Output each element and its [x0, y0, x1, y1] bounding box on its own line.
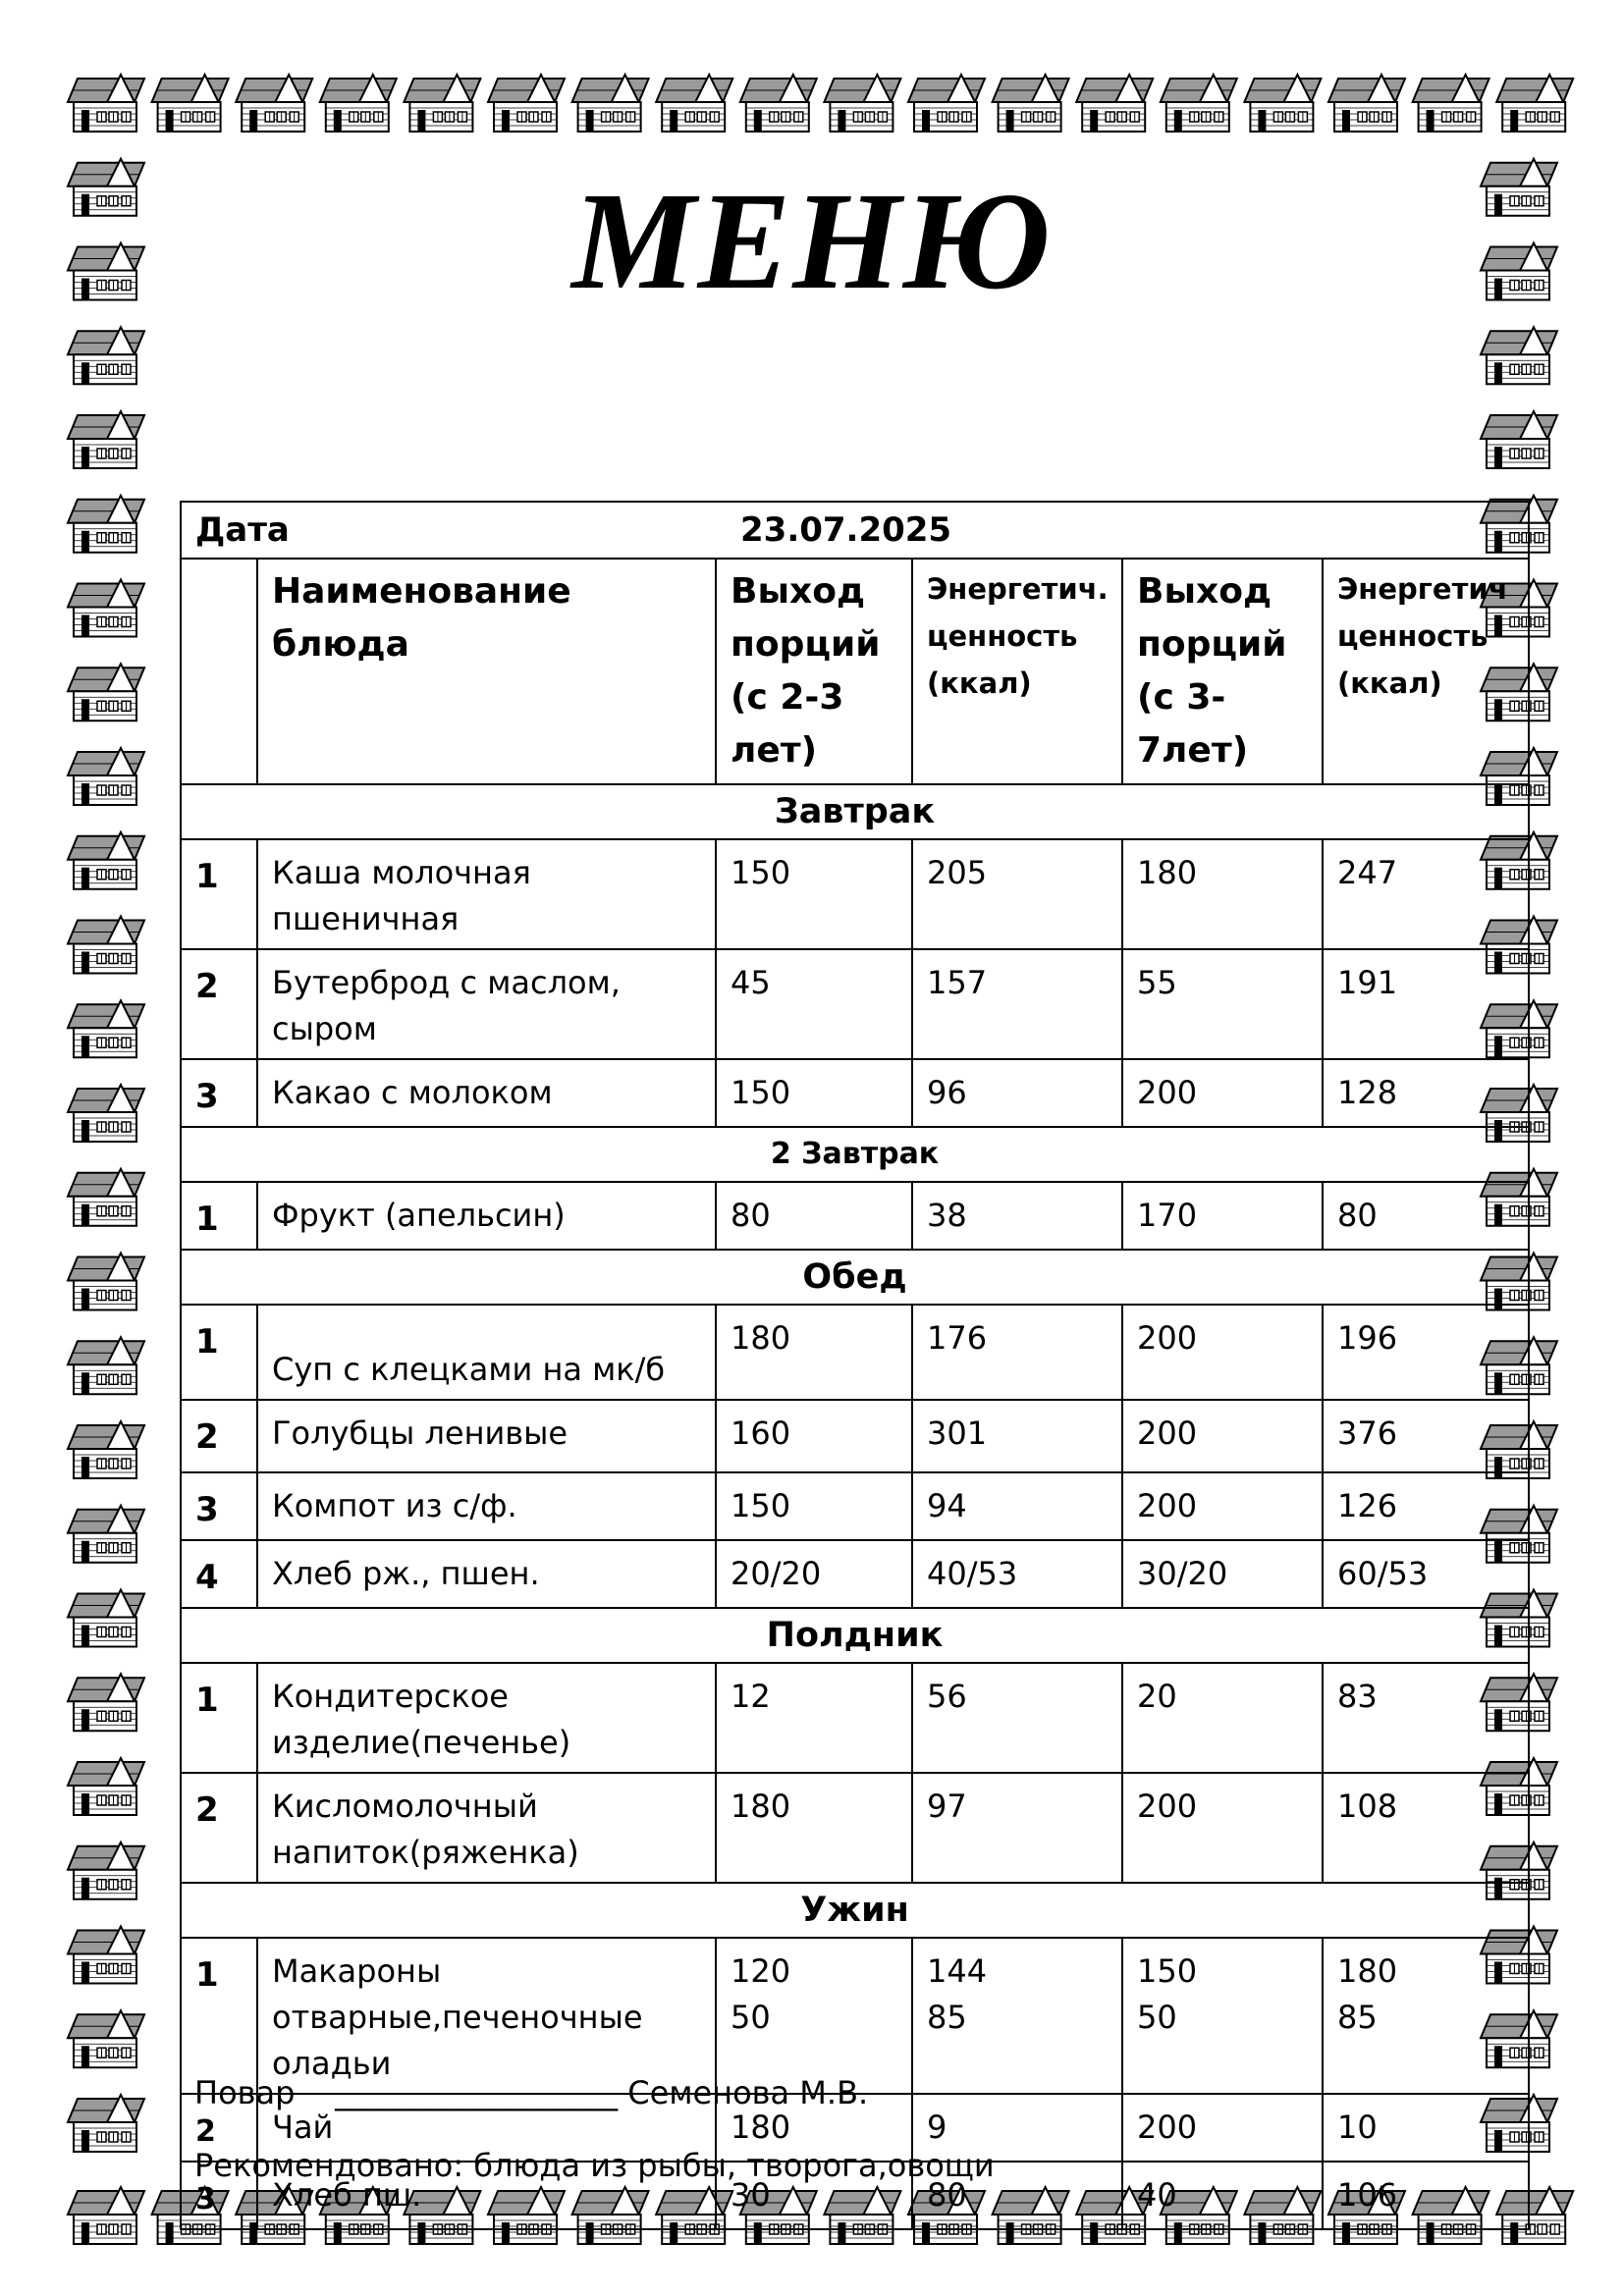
header-num — [181, 559, 257, 784]
energy-old-line: 85 — [1337, 1999, 1378, 2036]
portion-young-line: 120 — [731, 1952, 791, 1990]
house-icon — [68, 2187, 144, 2244]
energy-old: 247 — [1323, 839, 1529, 949]
energy-young — [912, 1938, 1122, 2094]
energy-old: 196 — [1323, 1305, 1529, 1400]
date-value: 23.07.2025 — [740, 510, 952, 550]
portion-young: 180 — [716, 1305, 912, 1400]
header-name: Наименование блюда — [257, 559, 716, 784]
house-icon — [68, 1842, 144, 1899]
energy-old: 10 — [1323, 2094, 1529, 2162]
house-icon — [68, 75, 144, 132]
item-number: 2 — [181, 1400, 257, 1472]
house-icon — [1496, 75, 1573, 132]
house-icon — [68, 1000, 144, 1057]
house-icon — [68, 1674, 144, 1731]
house-icon — [68, 580, 144, 637]
house-icon — [68, 1085, 144, 1142]
section-header — [181, 1127, 1529, 1182]
house-icon — [656, 75, 732, 132]
portion-young: 12 — [716, 1663, 912, 1773]
item-number: 2 — [181, 1773, 257, 1883]
energy-young: 205 — [912, 839, 1122, 949]
menu-item-row — [181, 1540, 1529, 1608]
portion-young-line: 50 — [731, 1999, 771, 2036]
portion-old-line: 50 — [1137, 1999, 1177, 2036]
house-icon — [1076, 75, 1153, 132]
menu-item-row — [181, 1182, 1529, 1250]
portion-young: 30 — [716, 2162, 912, 2229]
house-icon — [68, 496, 144, 553]
page-title: МЕНЮ — [571, 163, 1053, 318]
cook-label: Повар — [194, 2074, 296, 2111]
section-title: Завтрак — [181, 784, 1529, 839]
item-number: 1 — [181, 1305, 257, 1400]
dish-name: Кондитерское изделие(печенье) — [257, 1663, 716, 1773]
house-icon — [1161, 75, 1237, 132]
house-icon — [908, 75, 985, 132]
house-icon — [68, 1421, 144, 1478]
energy-young: 9 — [912, 2094, 1122, 2162]
house-icon — [68, 327, 144, 384]
menu-item-row — [181, 1305, 1529, 1400]
dish-name: Какао с молоком — [257, 1059, 716, 1127]
house-icon — [68, 1927, 144, 1984]
house-icon — [824, 75, 900, 132]
menu-table — [180, 501, 1530, 2230]
house-icon — [1481, 327, 1557, 384]
portion-young: 150 — [716, 839, 912, 949]
energy-young: 301 — [912, 1400, 1122, 1472]
dish-name: Хлеб рж., пшен. — [257, 1540, 716, 1608]
energy-old: 80 — [1323, 1182, 1529, 1250]
house-icon — [68, 2010, 144, 2067]
section-title: Обед — [181, 1250, 1529, 1305]
section-header — [181, 1608, 1529, 1663]
house-icon — [572, 75, 649, 132]
menu-item-row — [181, 1663, 1529, 1773]
energy-young-line: 144 — [927, 1952, 988, 1990]
house-icon — [236, 75, 312, 132]
energy-young: 56 — [912, 1663, 1122, 1773]
cook-signature-line: __________________ — [335, 2074, 619, 2111]
dish-name: Чай — [257, 2094, 716, 2162]
house-icon — [68, 832, 144, 889]
portion-old: 180 — [1122, 839, 1323, 949]
date-row — [181, 502, 1529, 559]
energy-old — [1323, 1938, 1529, 2094]
house-icon — [1481, 411, 1557, 468]
house-icon — [1413, 75, 1489, 132]
house-icon — [320, 75, 397, 132]
portion-young: 80 — [716, 1182, 912, 1250]
item-number: 3 — [181, 2162, 257, 2229]
portion-old: 30/20 — [1122, 1540, 1323, 1608]
energy-young: 40/53 — [912, 1540, 1122, 1608]
energy-old: 376 — [1323, 1400, 1529, 1472]
dish-name: Хлеб пш. — [257, 2162, 716, 2229]
house-icon — [1328, 75, 1405, 132]
section-header — [181, 1250, 1529, 1305]
section-title: 2 Завтрак — [181, 1127, 1529, 1182]
menu-item-row — [181, 1059, 1529, 1127]
energy-old: 191 — [1323, 949, 1529, 1059]
header-portion-young: Выход порций (с 2-3 лет) — [716, 559, 912, 784]
house-icon — [68, 411, 144, 468]
portion-old: 55 — [1122, 949, 1323, 1059]
section-header — [181, 784, 1529, 839]
house-icon — [68, 664, 144, 721]
dish-name: Каша молочная пшеничная — [257, 839, 716, 949]
item-number: 3 — [181, 1472, 257, 1540]
section-title: Полдник — [181, 1608, 1529, 1663]
house-icon — [68, 1254, 144, 1310]
menu-item-row — [181, 1400, 1529, 1472]
cook-name: Семенова М.В. — [627, 2074, 869, 2111]
portion-young: 160 — [716, 1400, 912, 1472]
energy-young-line: 85 — [927, 1999, 967, 2036]
item-number: 3 — [181, 1059, 257, 1127]
date-label: Дата — [195, 510, 290, 550]
energy-young: 176 — [912, 1305, 1122, 1400]
dish-name: Макароны отварные,печеночные оладьи — [257, 1938, 716, 2094]
house-icon — [1244, 75, 1321, 132]
energy-young: 38 — [912, 1182, 1122, 1250]
portion-old: 200 — [1122, 1472, 1323, 1540]
house-icon — [68, 1169, 144, 1226]
cook-line — [194, 2073, 868, 2112]
item-number: 1 — [181, 1182, 257, 1250]
portion-old — [1122, 1938, 1323, 2094]
date-cell — [181, 502, 1529, 559]
house-icon — [68, 917, 144, 974]
portion-young: 150 — [716, 1059, 912, 1127]
energy-old: 106 — [1323, 2162, 1529, 2229]
energy-young: 157 — [912, 949, 1122, 1059]
dish-name: Кисломолочный напиток(ряженка) — [257, 1773, 716, 1883]
menu-item-row — [181, 1472, 1529, 1540]
dish-name: Бутерброд с маслом, сыром — [257, 949, 716, 1059]
energy-young: 97 — [912, 1773, 1122, 1883]
item-number: 1 — [181, 839, 257, 949]
dish-name: Суп с клецками на мк/б — [257, 1305, 716, 1400]
energy-old-line: 180 — [1337, 1952, 1398, 1990]
portion-old: 170 — [1122, 1182, 1323, 1250]
menu-item-row — [181, 839, 1529, 949]
header-portion-old: Выход порций (с 3-7лет) — [1122, 559, 1323, 784]
header-energy-young: Энергетич. ценность (ккал) — [912, 559, 1122, 784]
portion-old: 200 — [1122, 1773, 1323, 1883]
house-icon — [68, 1337, 144, 1394]
portion-young: 20/20 — [716, 1540, 912, 1608]
portion-old: 200 — [1122, 1059, 1323, 1127]
dish-name: Фрукт (апельсин) — [257, 1182, 716, 1250]
item-number: 2 — [181, 949, 257, 1059]
portion-old-line: 150 — [1137, 1952, 1198, 1990]
portion-old: 20 — [1122, 1663, 1323, 1773]
portion-young: 180 — [716, 2094, 912, 2162]
header-row — [181, 559, 1529, 784]
menu-item-row — [181, 1773, 1529, 1883]
energy-old: 108 — [1323, 1773, 1529, 1883]
house-icon — [152, 75, 229, 132]
portion-young: 180 — [716, 1773, 912, 1883]
section-title: Ужин — [181, 1883, 1529, 1938]
house-icon — [68, 748, 144, 805]
house-icon — [404, 75, 480, 132]
energy-old: 83 — [1323, 1663, 1529, 1773]
house-icon — [993, 75, 1069, 132]
portion-old: 200 — [1122, 2094, 1323, 2162]
portion-young — [716, 1938, 912, 2094]
portion-old: 200 — [1122, 1400, 1323, 1472]
energy-old: 126 — [1323, 1472, 1529, 1540]
header-energy-old: Энергетич ценность (ккал) — [1323, 559, 1529, 784]
dish-name: Голубцы ленивые — [257, 1400, 716, 1472]
portion-old: 40 — [1122, 2162, 1323, 2229]
energy-old: 128 — [1323, 1059, 1529, 1127]
item-number: 1 — [181, 1663, 257, 1773]
house-icon — [68, 1590, 144, 1647]
recommendation: Рекомендовано: блюда из рыбы, творога,овощи — [194, 2147, 995, 2184]
portion-old: 200 — [1122, 1305, 1323, 1400]
house-icon — [740, 75, 817, 132]
house-icon — [68, 1506, 144, 1563]
dish-name: Компот из с/ф. — [257, 1472, 716, 1540]
energy-young: 94 — [912, 1472, 1122, 1540]
menu-item-row — [181, 1938, 1529, 2094]
energy-young: 96 — [912, 1059, 1122, 1127]
menu-item-row — [181, 949, 1529, 1059]
item-number: 2 — [181, 2094, 257, 2162]
house-icon — [488, 75, 565, 132]
item-number: 4 — [181, 1540, 257, 1608]
item-number: 1 — [181, 1938, 257, 2094]
portion-young: 45 — [716, 949, 912, 1059]
energy-young: 80 — [912, 2162, 1122, 2229]
section-header — [181, 1883, 1529, 1938]
energy-old: 60/53 — [1323, 1540, 1529, 1608]
portion-young: 150 — [716, 1472, 912, 1540]
house-icon — [68, 2095, 144, 2152]
house-icon — [68, 1758, 144, 1815]
